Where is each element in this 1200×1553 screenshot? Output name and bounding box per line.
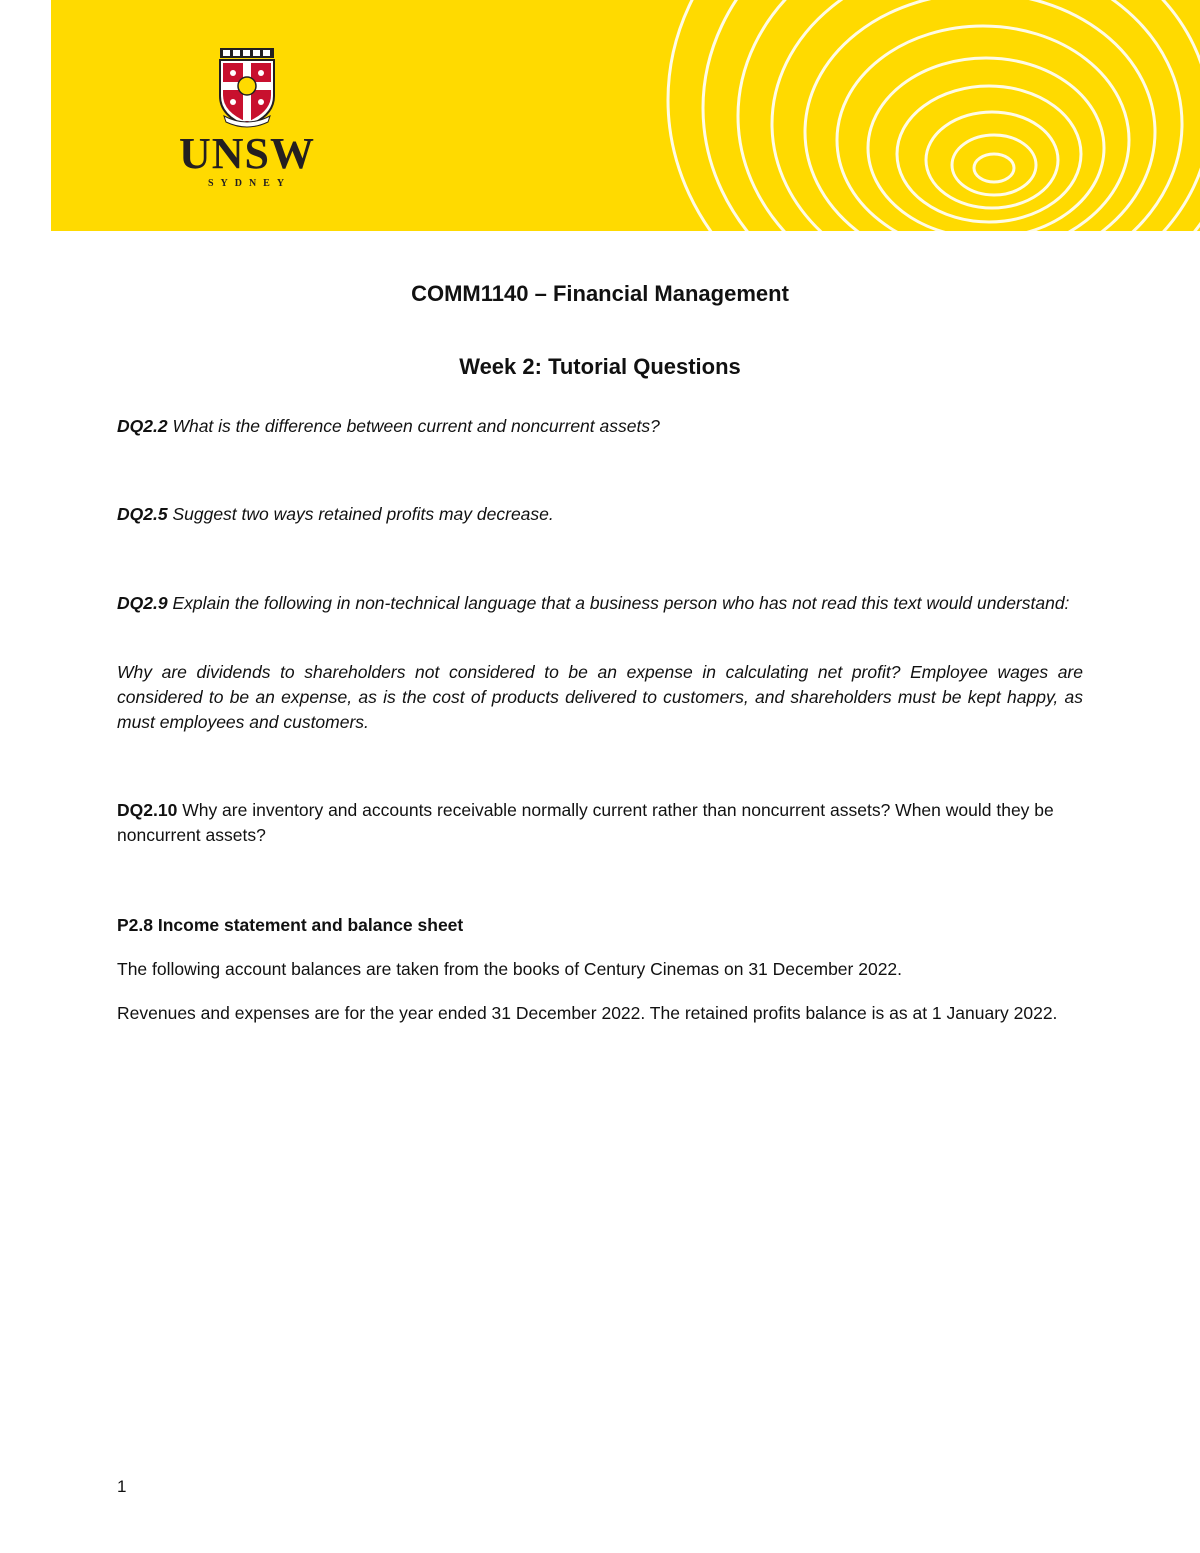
question-dq2-9 bbox=[117, 591, 1083, 616]
question-dq2-9-detail: Why are dividends to shareholders not considered to be an expense in calculating net profit? Employee wages are considered to be an expense, as is the cost of products delivered to customers, and shareholders must be kept happy, as must employees and customers. bbox=[117, 662, 1083, 732]
problem-heading: P2.8 Income statement and balance sheet bbox=[117, 915, 464, 935]
question-text: Suggest two ways retained profits may decrease. bbox=[172, 504, 554, 524]
question-text: What is the difference between current and noncurrent assets? bbox=[172, 416, 660, 436]
unsw-logo bbox=[169, 44, 329, 194]
question-code: DQ2.5 bbox=[117, 504, 168, 524]
question-code: DQ2.9 bbox=[117, 593, 168, 613]
page-number: 1 bbox=[117, 1477, 127, 1496]
week-title: Week 2: Tutorial Questions bbox=[459, 354, 741, 379]
problem-paragraph-1: The following account balances are taken from the books of Century Cinemas on 31 December 2022. bbox=[117, 959, 903, 979]
problem-paragraph-2: Revenues and expenses are for the year ended 31 December 2022. The retained profits balance is as at 1 January 2022. bbox=[117, 1003, 1058, 1023]
question-code: DQ2.10 bbox=[117, 800, 178, 820]
unsw-crest-icon bbox=[218, 44, 276, 130]
question-text: Explain the following in non-technical language that a business person who has not read this text would understand: bbox=[172, 593, 1070, 613]
question-dq2-10 bbox=[117, 798, 1083, 848]
question-dq2-5 bbox=[117, 502, 1083, 527]
logo-wordmark: UNSW bbox=[179, 129, 316, 178]
question-dq2-2 bbox=[117, 414, 1083, 439]
header-banner bbox=[51, 0, 1200, 231]
course-title: COMM1140 – Financial Management bbox=[411, 281, 789, 306]
question-code: DQ2.2 bbox=[117, 416, 168, 436]
logo-subtitle: SYDNEY bbox=[207, 178, 292, 189]
question-text: Why are inventory and accounts receivable normally current rather than noncurrent assets? When would they be noncurrent assets? bbox=[117, 800, 1054, 845]
